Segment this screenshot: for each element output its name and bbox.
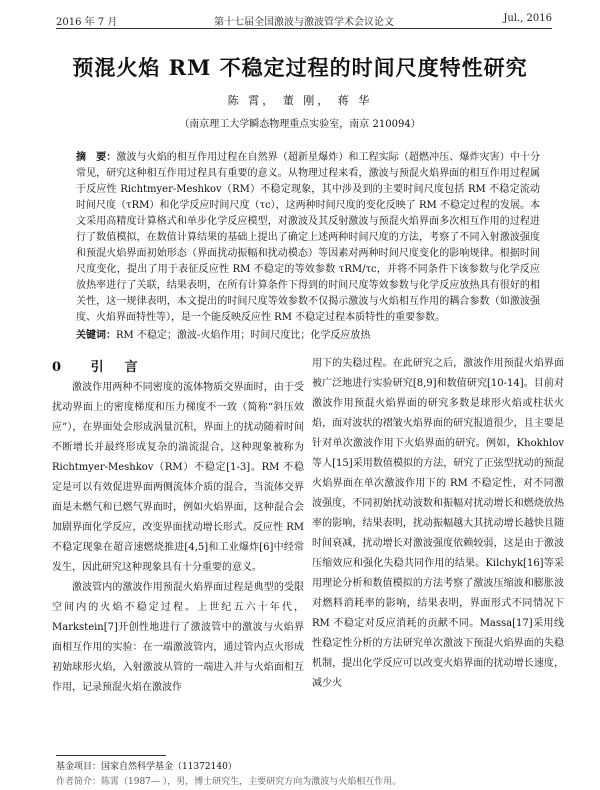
paper-title: 预混火焰 RM 不稳定过程的时间尺度特性研究	[72, 55, 528, 80]
body-paragraph: 激波管内的激波作用预混火焰界面过程是典型的受限空间内的火焰不稳定过程。上世纪五六十年代，Markstein[7]开创性地进行了激波管中的激波与火焰界面相互作用的实验：在一端激波管内，通过管内点火形成初始球形火焰，入射激波从管的一端进入并与火焰面相互作用，记录预混火焰在激波作	[52, 582, 304, 693]
running-head-date-en: Jul., 2016	[503, 13, 552, 24]
footnote-rule	[56, 755, 166, 756]
section-title: 引 言	[90, 360, 142, 375]
abstract	[76, 150, 540, 326]
running-head-date: 2016 年 7 月	[56, 17, 118, 28]
keywords	[76, 328, 540, 344]
paper-affiliation: （南京理工大学瞬态物理重点实验室，南京 210094）	[179, 119, 421, 130]
keywords-text: RM 不稳定；激波-火焰作用；时间尺度比；化学反应放热	[116, 330, 371, 341]
body-paragraph: 激波作用两种不同密度的流体物质交界面时，由于受扰动界面上的密度梯度和压力梯度不一致（简称“斜压效应”），在界面处会形成涡量沉积，界面上的扰动随着时间不断增长并最终形成复杂的湍流混合，这种现象被称为 Richtmyer-Meshkov（RM）不稳定[1-3]。RM 不稳定是可以有效促进界面两侧流体介质的混合，当流体交界面是未燃气和已燃气界面时，例如火焰界面，这种混合会加剧界面化学反应，改变界面扰动增长形式。反应性 RM 不稳定现象在超音速燃烧推进[4,5]和工业爆炸[6]中经常发生，因此研究这种现象具有十分重要的意义。	[52, 382, 304, 573]
body-paragraph: 用下的失稳过程。在此研究之后，激波作用预混火焰界面被广泛地进行实验研究[8,9]和数值研究[10-14]。目前对激波作用预混火焰界面的研究多数是球形火焰或柱状火焰，面对波状的褶皱火焰界面的研究报道很少，且主要是针对单次激波作用下火焰界面的研究。例如，Khokhlov 等人[15]采用数值模拟的方法，研究了正弦型扰动的预混火焰界面在单次激波作用下的 RM 不稳定性，对不同激波强度，不同初始扰动波数和振幅对扰动增长和燃烧放热率的影响，结果表明，扰动振幅越大其扰动增长越快且随时间衰减，扰动增长对激波强度依赖较弱，这是由于激波压缩效应和强化失稳共同作用的结果。Kilchyk[16]等采用理论分析和数值模拟的方法考察了激波压缩波和膨胀波对燃料消耗率的影响，结果表明，界面形式不同情况下 RM 不稳定对反应消耗的贡献不同。Massa[17]采用线性稳定性分析的方法研究单次激波下预混火焰界面的失稳机制，提出化学反应可以改变火焰界面的扰动增长速度，减少火	[312, 358, 564, 689]
footnote-funding: 基金项目：国家自然科学基金（11372140）	[56, 762, 237, 772]
body-column-left	[52, 358, 304, 698]
abstract-text: 激波与火焰的相互作用过程在自然界（超新星爆炸）和工程实际（超燃冲压、爆炸灾害）中十分常见，研究这种相互作用过程具有重要的意义。从物理过程来看，激波与预混火焰界面的相互作用过程属于反应性 Richtmyer-Meshkov（RM）不稳定现象，其中涉及到的主要时间尺度包括 RM 不稳定流动时间尺度（τRM）和化学反应时间尺度（τc），这两种时间尺度的变化反映了 RM 不稳定过程的发展。本文采用高精度计算格式和单步化学反应模型，对激波及其反射激波与预混火焰界面多次相互作用的过程进行了数值模拟，在数值计算结果的基础上提出了确定上述两种时间尺度的方法，考察了不同入射激波强度和预混火焰界面初始形态（界面扰动振幅和扰动模态）等因素对两种时间尺度变化的影响规律。根据时间尺度变化，提出了用于表征反应性 RM 不稳定的等效参数 τRM/τc，并将不同条件下该参数与化学反应放热率进行了关联，结果表明，在所有计算条件下得到的时间尺度等效参数与化学反应放热具有很好的相关性，这一规律表明，本文提出的时间尺度等效参数不仅揭示激波与火焰相互作用的耦合参数（如激波强度、火焰界面特性等），是一个能反映反应性 RM 不稳定过程本质特性的重要参数。	[76, 152, 541, 323]
abstract-label: 摘 要：	[76, 152, 117, 163]
section-heading	[52, 358, 304, 378]
body-column-right	[312, 354, 564, 694]
section-number: 0	[52, 360, 66, 375]
running-head-conference: 第十七届全国激波与激波管学术会议论文	[214, 17, 394, 28]
paper-authors: 陈 霄， 董 刚， 蒋 华	[227, 94, 373, 107]
footnote-author: 作者简介：陈霄（1987— ），男，博士研究生，主要研究方向为激波与火焰相互作用。	[56, 777, 402, 787]
running-head	[56, 12, 552, 29]
keywords-label: 关键词：	[76, 330, 116, 341]
